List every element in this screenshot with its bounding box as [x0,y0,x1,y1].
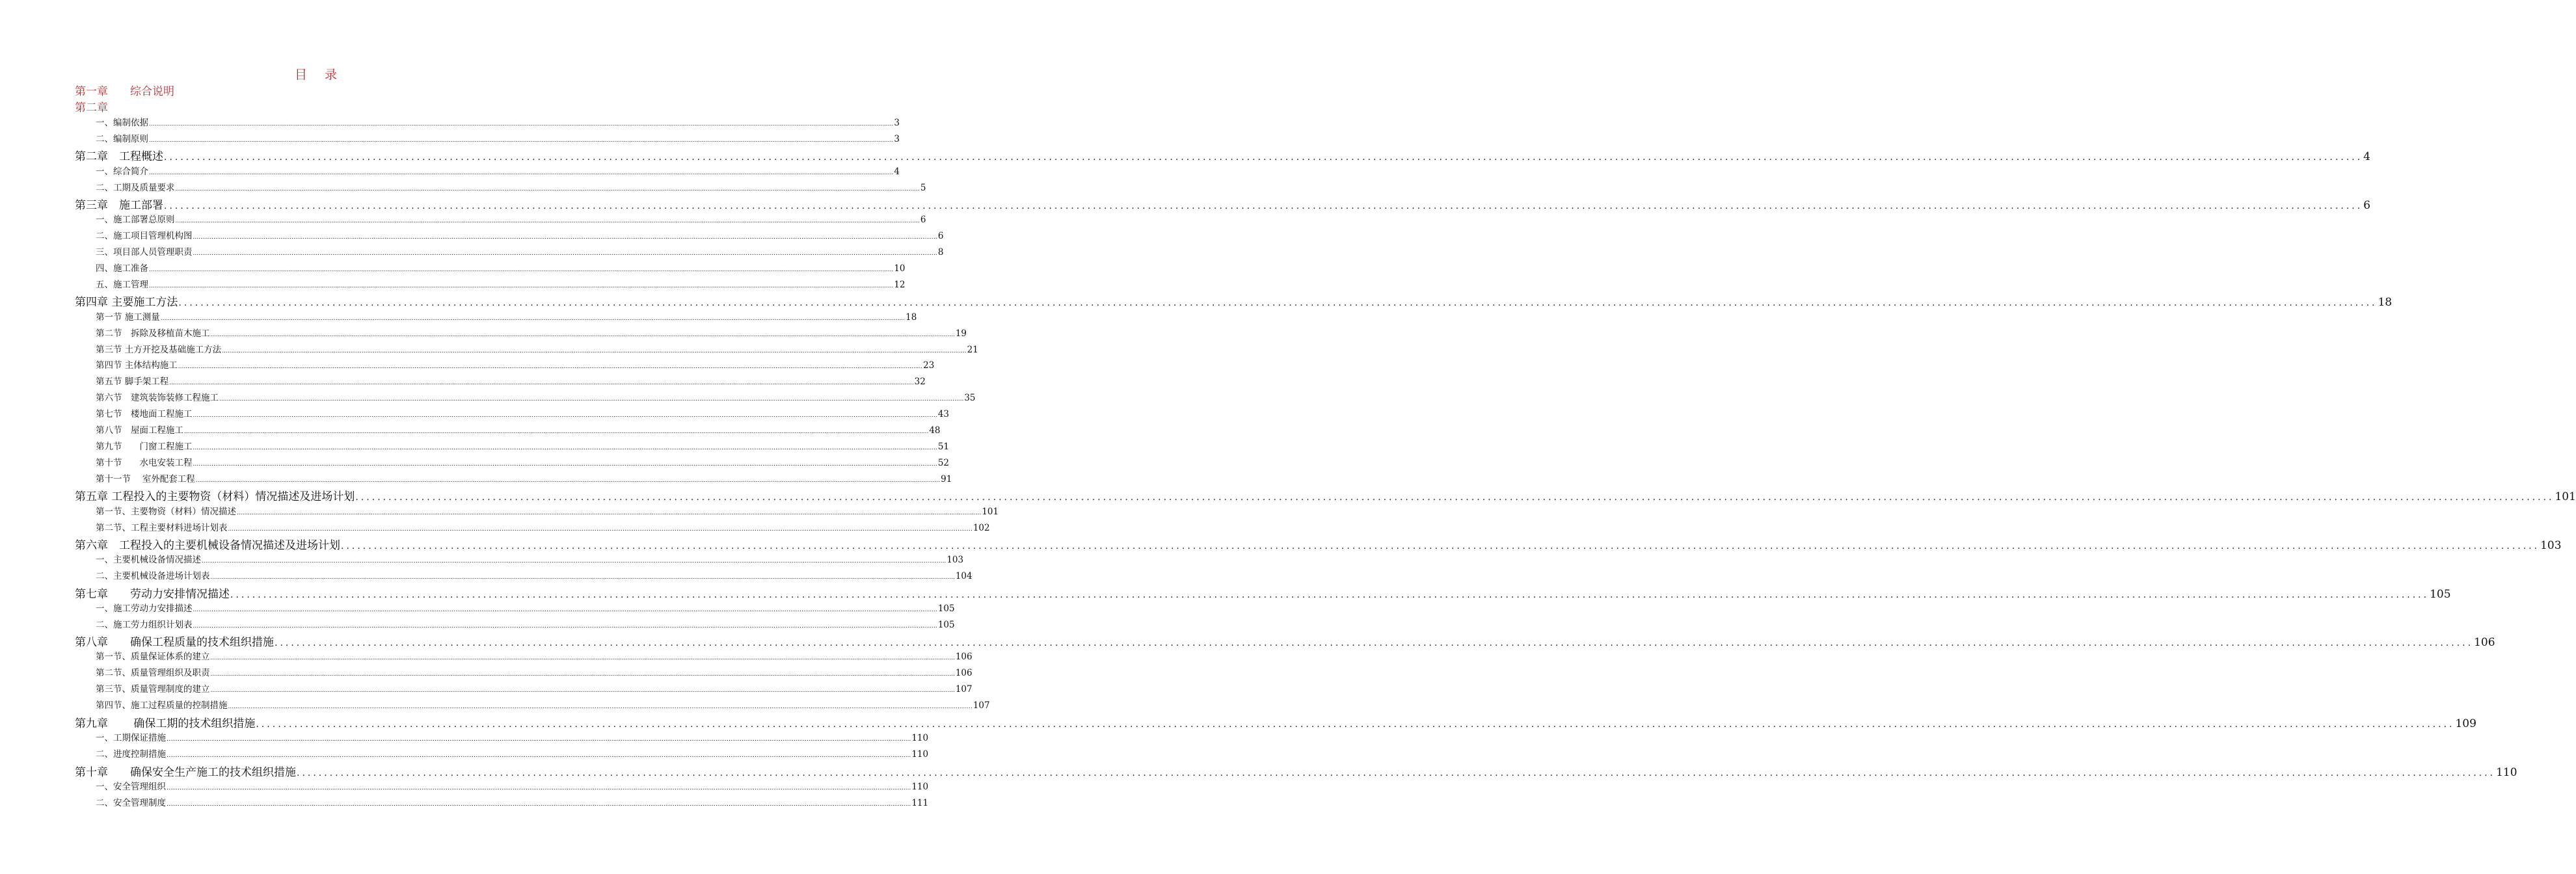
toc-entry-title: 第十章 确保安全生产施工的技术组织措施 [75,766,296,779]
toc-section-entry[interactable] [96,406,950,419]
toc-page-number: 6 [2363,199,2370,212]
dot-leader: ................................................................................................................................................................................................................................................................................................................................................................................................................ [210,574,955,581]
toc-entry-title: 第四节 主体结构施工 [96,360,178,371]
toc-page-number: 103 [2540,539,2562,552]
toc-page-number: 111 [911,798,929,808]
toc-page-number: 18 [906,312,917,323]
toc-chapter-entry[interactable] [75,536,2562,552]
dot-leader: ................................................................................................................................................................................................................................................................................................................................................................................................................ [210,671,955,678]
toc-page-number: 101 [982,507,999,517]
toc-entry-title: 一、施工部署总原则 [96,215,175,225]
toc-page-number: 43 [937,409,950,419]
toc-page-number: 91 [941,474,952,484]
dot-leader: ................................................................................................................................................................................................................................................................................................................................................................................................................ [228,526,973,533]
toc-entry-title: 第一节、主要物资（材料）情况描述 [96,507,236,517]
toc-section-entry[interactable] [96,471,952,484]
toc-section-entry[interactable] [96,601,955,614]
toc-chapter-entry[interactable] [75,487,2576,503]
toc-section-entry[interactable] [96,180,926,193]
dot-leader: ................................................................................................................................................................................................................................................................................................................................................................................................................ [175,218,920,224]
toc-section-entry[interactable] [96,131,900,144]
toc-entry-title: 二、进度控制措施 [96,749,166,760]
toc-chapter-entry[interactable] [75,585,2451,601]
toc-section-entry[interactable] [96,115,900,128]
toc-entry-title: 二、安全管理制度 [96,798,166,808]
toc-page-number: 110 [911,782,929,792]
dot-leader: ................................................................................................................................................................................................................................................................................................................................................................................................................ [193,623,937,629]
dot-leader: ................................................................................................................................................................................................................................................................................................................................................................................................................ [193,607,937,613]
toc-page-number: 109 [2455,717,2476,730]
toc-entry-title: 第五章 工程投入的主要物资（材料）情况描述及进场计划 [75,490,355,503]
toc-section-entry[interactable] [96,698,990,711]
toc-entry-title: 三、项目部人员管理职责 [96,247,193,258]
toc-page-number: 105 [937,620,955,630]
toc-entry-title: 第六节 建筑装饰装修工程施工 [96,393,219,403]
dot-leader: ................................................................................................................................................................................................................................................................................................................................................................................................................ [167,736,911,743]
dot-leader: ................................................................................................................................................................................................................................................................................................................................................................................................................ [167,801,911,808]
toc-section-entry[interactable] [96,504,999,517]
chapter1-heading: 第一章 综合说明 [75,85,174,98]
dot-leader: ................................................................................................................................................................................................................................................................................................................................................................................................................ [297,768,2496,778]
dot-leader: ................................................................................................................................................................................................................................................................................................................................................................................................................ [230,590,2430,600]
dot-leader: ................................................................................................................................................................................................................................................................................................................................................................................................................ [228,704,973,710]
toc-entry-title: 第九章 确保工期的技术组织措施 [75,717,256,730]
toc-section-entry[interactable] [96,439,950,452]
dot-leader: ................................................................................................................................................................................................................................................................................................................................................................................................................ [275,638,2474,648]
dot-leader: ................................................................................................................................................................................................................................................................................................................................................................................................................ [149,121,894,127]
toc-entry-title: 一、主要机械设备情况描述 [96,555,201,565]
toc-page-number: 35 [964,393,976,403]
toc-entry-title: 第二章 工程概述 [75,150,163,163]
dot-leader: ................................................................................................................................................................................................................................................................................................................................................................................................................ [195,477,941,484]
toc-section-entry[interactable] [96,342,978,355]
toc-entry-title: 二、主要机械设备进场计划表 [96,571,210,581]
toc-page-number: 21 [967,345,978,355]
toc-entry-title: 第五节 脚手架工程 [96,377,169,387]
dot-leader: ................................................................................................................................................................................................................................................................................................................................................................................................................ [237,510,982,516]
dot-leader: ................................................................................................................................................................................................................................................................................................................................................................................................................ [167,785,911,791]
toc-section-entry[interactable] [96,617,955,630]
toc-page-number: 106 [955,652,973,662]
toc-entry-title: 二、编制原则 [96,134,148,144]
toc-entry-title: 第十节 水电安装工程 [96,458,193,468]
toc-entry-title: 第六章 工程投入的主要机械设备情况描述及进场计划 [75,539,340,552]
dot-leader: ................................................................................................................................................................................................................................................................................................................................................................................................................ [149,137,894,144]
dot-leader: ................................................................................................................................................................................................................................................................................................................................................................................................................ [164,201,2363,211]
dot-leader: ................................................................................................................................................................................................................................................................................................................................................................................................................ [193,461,937,468]
toc-page-number: 107 [973,700,990,711]
toc-page-number: 4 [2363,150,2370,163]
toc-entry-title: 五、施工管理 [96,280,148,290]
toc-section-entry[interactable] [96,245,944,258]
toc-section-entry[interactable] [96,552,964,565]
toc-section-entry[interactable] [96,423,941,436]
toc-section-entry[interactable] [96,568,973,581]
toc-chapter-entry[interactable] [75,293,2393,309]
toc-entry-title: 一、编制依据 [96,118,148,128]
dot-leader: ................................................................................................................................................................................................................................................................................................................................................................................................................ [219,396,964,403]
toc-entry-title: 第四章 主要施工方法 [75,296,178,309]
dot-leader: ................................................................................................................................................................................................................................................................................................................................................................................................................ [210,687,955,694]
toc-entry-title: 第九节 门窗工程施工 [96,442,193,452]
dot-leader: ................................................................................................................................................................................................................................................................................................................................................................................................................ [164,152,2363,163]
toc-entry-title: 第二节 拆除及移植苗木施工 [96,328,210,339]
toc-page-number: 10 [894,263,906,274]
toc-page-number: 32 [914,377,926,387]
toc-page-number: 110 [911,749,929,760]
dot-leader: ................................................................................................................................................................................................................................................................................................................................................................................................................ [341,541,2540,551]
toc-entry-title: 二、施工劳力组织计划表 [96,620,193,630]
dot-leader: ................................................................................................................................................................................................................................................................................................................................................................................................................ [210,332,955,338]
toc-entry-title: 二、工期及质量要求 [96,183,175,193]
toc-page-number: 4 [894,166,900,177]
toc-entry-title: 一、综合简介 [96,166,148,177]
dot-leader: ................................................................................................................................................................................................................................................................................................................................................................................................................ [202,558,946,564]
toc-page-number: 12 [894,280,906,290]
toc-page-number: 8 [937,247,944,258]
toc-page-number: 6 [937,231,944,241]
dot-leader: ................................................................................................................................................................................................................................................................................................................................................................................................................ [193,445,937,451]
toc-entry-title: 第七节 楼地面工程施工 [96,409,193,419]
chapter2-heading-red: 第二章 [75,101,108,114]
toc-page-number: 3 [894,118,900,128]
dot-leader: ................................................................................................................................................................................................................................................................................................................................................................................................................ [160,315,906,322]
toc-page-number: 51 [937,442,950,452]
toc-entry-title: 第三节、质量管理制度的建立 [96,684,210,695]
dot-leader: ................................................................................................................................................................................................................................................................................................................................................................................................................ [169,380,914,386]
toc-entry-title: 第二节、质量管理组织及职责 [96,668,210,678]
toc-chapter-entry[interactable] [75,633,2495,649]
toc-entry-title: 第四节、施工过程质量的控制措施 [96,700,228,711]
toc-entry-title: 第七章 劳动力安排情况描述 [75,588,230,601]
toc-entry-title: 一、施工劳动力安排描述 [96,603,193,614]
toc-section-entry[interactable] [96,520,990,533]
toc-section-entry[interactable] [96,310,917,323]
toc-section-entry[interactable] [96,358,935,371]
toc-section-entry[interactable] [96,374,926,387]
dot-leader: ................................................................................................................................................................................................................................................................................................................................................................................................................ [167,752,911,759]
toc-section-entry[interactable] [96,326,967,339]
toc-section-entry[interactable] [96,455,950,468]
toc-entry-title: 二、施工项目管理机构图 [96,231,193,241]
toc-page-number: 3 [894,134,900,144]
toc-page-number: 6 [920,215,926,225]
dot-leader: ................................................................................................................................................................................................................................................................................................................................................................................................................ [175,186,920,192]
toc-page-number: 101 [2555,490,2576,503]
toc-section-entry[interactable] [96,390,976,403]
toc-section-entry[interactable] [96,277,906,290]
toc-page-number: 23 [923,360,935,371]
toc-entry-title: 第二节、工程主要材料进场计划表 [96,523,228,533]
toc-entry-title: 第三章 施工部署 [75,199,163,212]
toc-entry-title: 第三节 土方开挖及基础施工方法 [96,345,222,355]
toc-entry-title: 第十一节 室外配套工程 [96,474,195,484]
toc-entry-title: 一、安全管理组织 [96,782,166,792]
dot-leader: ................................................................................................................................................................................................................................................................................................................................................................................................................ [193,250,937,257]
toc-page-number: 19 [955,328,967,339]
toc-section-entry[interactable] [96,747,929,760]
dot-leader: ................................................................................................................................................................................................................................................................................................................................................................................................................ [355,492,2555,503]
dot-leader: ................................................................................................................................................................................................................................................................................................................................................................................................................ [222,348,967,354]
dot-leader: ................................................................................................................................................................................................................................................................................................................................................................................................................ [178,364,923,370]
toc-chapter-entry[interactable] [75,147,2370,163]
toc-section-entry[interactable] [96,665,973,678]
toc-section-entry[interactable] [96,682,973,695]
toc-page-number: 106 [955,668,973,678]
toc-entry-title: 第八章 确保工程质量的技术组织措施 [75,636,274,649]
toc-page-number: 52 [937,458,950,468]
toc-page-number: 103 [946,555,964,565]
dot-leader: ................................................................................................................................................................................................................................................................................................................................................................................................................ [149,283,894,289]
toc-title: 目 录 [294,68,340,82]
toc-entry-title: 第一节 施工测量 [96,312,160,323]
toc-chapter-entry[interactable] [75,714,2476,730]
dot-leader: ................................................................................................................................................................................................................................................................................................................................................................................................................ [210,655,955,661]
toc-page-number: 105 [2430,588,2451,601]
toc-page-number: 110 [2496,766,2517,779]
toc-page-number: 106 [2474,636,2495,649]
toc-section-entry[interactable] [96,228,944,241]
toc-page-number: 102 [973,523,990,533]
toc-page-number: 105 [937,603,955,614]
dot-leader: ................................................................................................................................................................................................................................................................................................................................................................................................................ [193,412,937,419]
toc-section-entry[interactable] [96,779,929,792]
toc-section-entry[interactable] [96,730,929,743]
toc-page-number: 104 [955,571,973,581]
toc-entry-title: 第一节、质量保证体系的建立 [96,652,210,662]
dot-leader: ................................................................................................................................................................................................................................................................................................................................................................................................................ [193,234,937,241]
toc-chapter-entry[interactable] [75,196,2370,212]
dot-leader: ................................................................................................................................................................................................................................................................................................................................................................................................................ [149,170,894,176]
dot-leader: ................................................................................................................................................................................................................................................................................................................................................................................................................ [178,298,2378,308]
dot-leader: ................................................................................................................................................................................................................................................................................................................................................................................................................ [184,429,929,435]
toc-page-number: 107 [955,684,973,695]
toc-page-number: 48 [929,425,941,436]
dot-leader: ................................................................................................................................................................................................................................................................................................................................................................................................................ [149,267,894,273]
toc-entry-title: 一、工期保证措施 [96,733,166,743]
toc-section-entry[interactable] [96,649,973,662]
toc-page-number: 110 [911,733,929,743]
toc-section-entry[interactable] [96,212,926,225]
toc-entry-title: 第八节 屋面工程施工 [96,425,183,436]
toc-section-entry[interactable] [96,795,929,808]
toc-entry-title: 四、施工准备 [96,263,148,274]
toc-chapter-entry[interactable] [75,763,2517,779]
toc-page-number: 5 [920,183,926,193]
toc-section-entry[interactable] [96,164,900,177]
dot-leader: ................................................................................................................................................................................................................................................................................................................................................................................................................ [256,719,2455,730]
toc-page-number: 18 [2378,296,2393,309]
toc-section-entry[interactable] [96,261,906,274]
